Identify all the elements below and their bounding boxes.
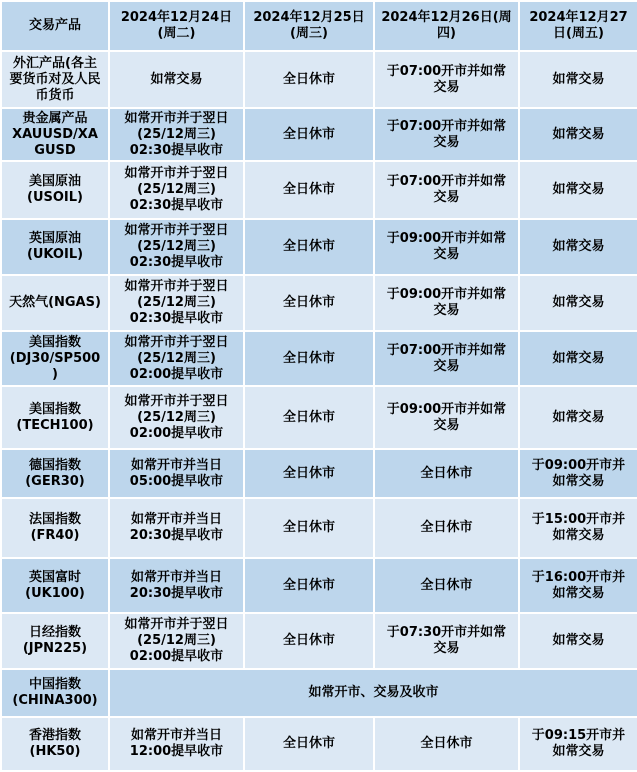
header-row [1,1,637,51]
schedule-cell: 如常交易 [519,386,637,449]
table-row [1,717,637,771]
product-cell: 中国指数(CHINA300) [1,669,109,717]
schedule-cell: 如常开市并当日12:00提早收市 [109,717,244,771]
product-cell: 法国指数(FR40) [1,498,109,558]
product-cell: 外汇产品(各主要货币对及人民币货币 [1,51,109,108]
product-cell: 美国原油(USOIL) [1,161,109,219]
product-cell: 德国指数(GER30) [1,449,109,498]
schedule-cell: 如常开市并于翌日(25/12周三) 02:30提早收市 [109,219,244,275]
column-header-date: 2024年12月26日(周四) [374,1,519,51]
schedule-cell: 于09:00开市并如常交易 [374,275,519,331]
schedule-cell: 全日休市 [244,331,374,386]
table-row [1,108,637,161]
schedule-cell: 如常交易 [519,613,637,669]
schedule-cell: 如常交易 [519,331,637,386]
table-row [1,669,637,717]
schedule-cell: 于07:30开市并如常交易 [374,613,519,669]
table-row [1,161,637,219]
column-header-date: 2024年12月27日(周五) [519,1,637,51]
product-cell: 美国指数(TECH100) [1,386,109,449]
schedule-cell: 如常交易 [519,51,637,108]
schedule-cell: 全日休市 [244,161,374,219]
table-header [1,1,637,51]
schedule-cell: 于07:00开市并如常交易 [374,331,519,386]
schedule-cell: 全日休市 [244,219,374,275]
schedule-cell: 全日休市 [244,498,374,558]
schedule-cell: 全日休市 [374,449,519,498]
schedule-cell: 全日休市 [374,717,519,771]
product-cell: 英国原油(UKOIL) [1,219,109,275]
product-cell: 日经指数(JPN225) [1,613,109,669]
schedule-cell: 如常交易 [519,219,637,275]
schedule-cell: 全日休市 [244,717,374,771]
schedule-cell: 全日休市 [374,558,519,613]
schedule-cell: 全日休市 [244,275,374,331]
product-cell: 天然气(NGAS) [1,275,109,331]
table-row [1,558,637,613]
table-row [1,449,637,498]
schedule-cell: 于07:00开市并如常交易 [374,51,519,108]
product-cell: 英国富时(UK100) [1,558,109,613]
table-row [1,613,637,669]
schedule-cell: 如常交易 [519,161,637,219]
schedule-cell: 于15:00开市并如常交易 [519,498,637,558]
schedule-cell: 于09:00开市并如常交易 [519,449,637,498]
table-row [1,331,637,386]
schedule-cell: 如常开市并当日20:30提早收市 [109,498,244,558]
table-row [1,498,637,558]
table-row [1,386,637,449]
column-header-date: 2024年12月24日(周二) [109,1,244,51]
schedule-cell: 如常交易 [519,275,637,331]
schedule-cell: 如常交易 [519,108,637,161]
product-cell: 香港指数(HK50) [1,717,109,771]
schedule-cell: 如常开市并于翌日(25/12周三) 02:30提早收市 [109,275,244,331]
schedule-cell: 全日休市 [374,498,519,558]
schedule-cell: 如常开市并于翌日(25/12周三) 02:30提早收市 [109,108,244,161]
table-row [1,275,637,331]
schedule-cell: 如常开市并当日20:30提早收市 [109,558,244,613]
column-header-product: 交易产品 [1,1,109,51]
schedule-cell: 全日休市 [244,51,374,108]
schedule-cell: 如常开市并于翌日(25/12周三) 02:00提早收市 [109,331,244,386]
table-body [1,51,637,771]
schedule-cell: 于07:00开市并如常交易 [374,108,519,161]
schedule-cell: 如常开市并于翌日(25/12周三) 02:00提早收市 [109,386,244,449]
schedule-cell: 如常开市并于翌日(25/12周三) 02:30提早收市 [109,161,244,219]
schedule-cell: 如常开市并于翌日(25/12周三) 02:00提早收市 [109,613,244,669]
schedule-cell: 全日休市 [244,558,374,613]
column-header-date: 2024年12月25日(周三) [244,1,374,51]
table-row [1,219,637,275]
schedule-cell: 于16:00开市并如常交易 [519,558,637,613]
schedule-cell: 全日休市 [244,613,374,669]
table-row [1,51,637,108]
schedule-cell: 于09:00开市并如常交易 [374,386,519,449]
schedule-cell: 如常交易 [109,51,244,108]
schedule-cell: 如常开市、交易及收市 [109,669,637,717]
schedule-cell: 全日休市 [244,386,374,449]
schedule-cell: 于09:15开市并如常交易 [519,717,637,771]
schedule-cell: 于07:00开市并如常交易 [374,161,519,219]
schedule-cell: 全日休市 [244,108,374,161]
product-cell: 美国指数(DJ30/SP500) [1,331,109,386]
schedule-cell: 于09:00开市并如常交易 [374,219,519,275]
product-cell: 贵金属产品XAUUSD/XAGUSD [1,108,109,161]
schedule-cell: 全日休市 [244,449,374,498]
schedule-cell: 如常开市并当日05:00提早收市 [109,449,244,498]
